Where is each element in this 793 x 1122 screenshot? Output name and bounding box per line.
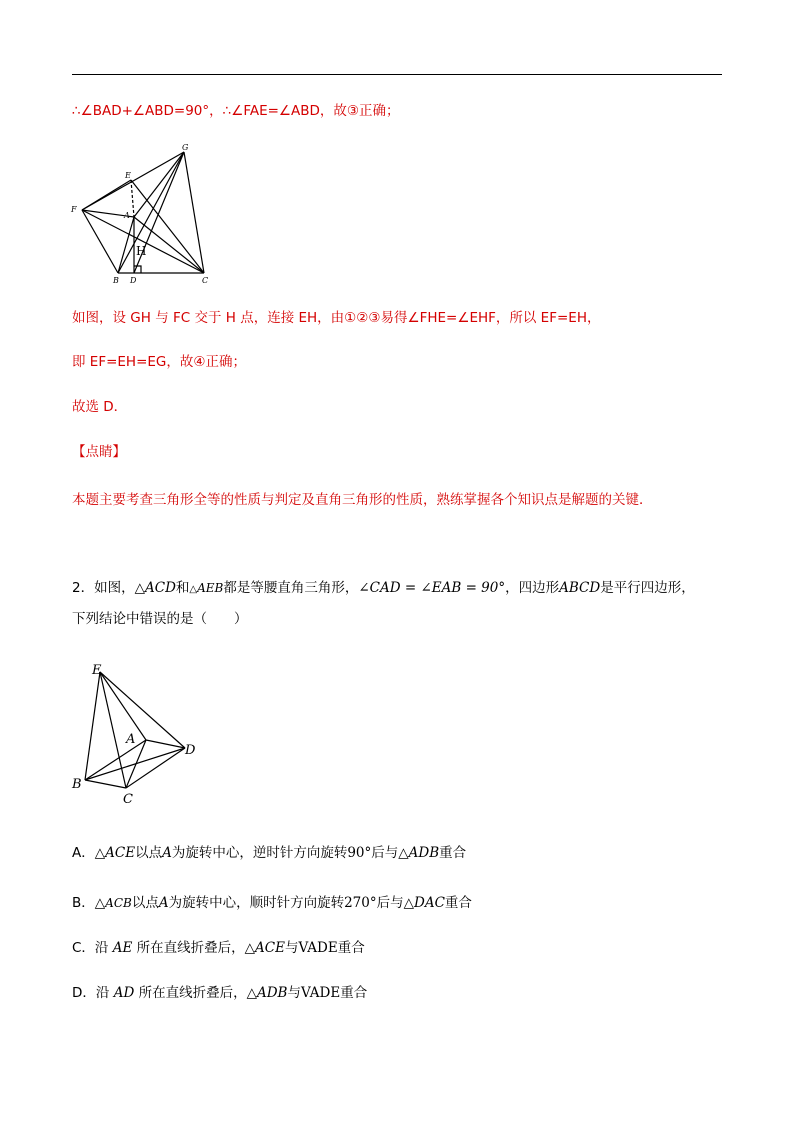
option-d: D．沿 AD 所在直线折叠后，△ADB与VADE重合 bbox=[72, 985, 368, 1001]
comment-text: 本题主要考查三角形全等的性质与判定及直角三角形的性质，熟练掌握各个知识点是解题的关键． bbox=[72, 492, 653, 508]
header-rule bbox=[72, 74, 722, 75]
option-a: A．△ACE以点A为旋转中心，逆时针方向旋转90°后与△ADB重合 bbox=[72, 845, 467, 861]
solution-line-4: 故选 D． bbox=[72, 399, 128, 415]
solution-line-3: 即 EF=EH=EG，故④正确； bbox=[72, 354, 246, 370]
label-h: H bbox=[136, 244, 147, 258]
label-b2: B bbox=[72, 777, 82, 792]
label-d: D bbox=[130, 276, 137, 285]
option-b: B．△ACB以点A为旋转中心，顺时针方向旋转270°后与△DAC重合 bbox=[72, 895, 472, 911]
label-d2: D bbox=[185, 743, 196, 758]
option-c: C．沿 AE 所在直线折叠后，△ACE与VADE重合 bbox=[72, 940, 365, 956]
question-2-line-2: 下列结论中错误的是（ ） bbox=[72, 611, 248, 627]
label-g: G bbox=[182, 143, 189, 152]
comment-label: 【点睛】 bbox=[72, 444, 126, 460]
label-f: F bbox=[71, 205, 77, 214]
label-b: B bbox=[113, 276, 119, 285]
label-a: A bbox=[124, 211, 130, 220]
question-2-line-1: 2．如图，△ACD和△AEB都是等腰直角三角形，∠CAD = ∠EAB = 90°，四边形ABCD是平行四边形， bbox=[72, 580, 695, 596]
label-a2: A bbox=[126, 732, 136, 747]
label-e: E bbox=[125, 171, 131, 180]
label-c2: C bbox=[123, 792, 133, 807]
solution-line-1: ∴∠BAD+∠ABD=90°，∴∠FAE=∠ABD，故③正确； bbox=[72, 103, 400, 119]
label-e2: E bbox=[92, 663, 102, 678]
figure-1 bbox=[66, 142, 216, 287]
label-c: C bbox=[202, 276, 209, 285]
solution-line-2: 如图，设 GH 与 FC 交于 H 点，连接 EH，由①②③易得∠FHE=∠EHF，所以 EF=EH， bbox=[72, 310, 601, 326]
figure-2 bbox=[68, 660, 203, 808]
